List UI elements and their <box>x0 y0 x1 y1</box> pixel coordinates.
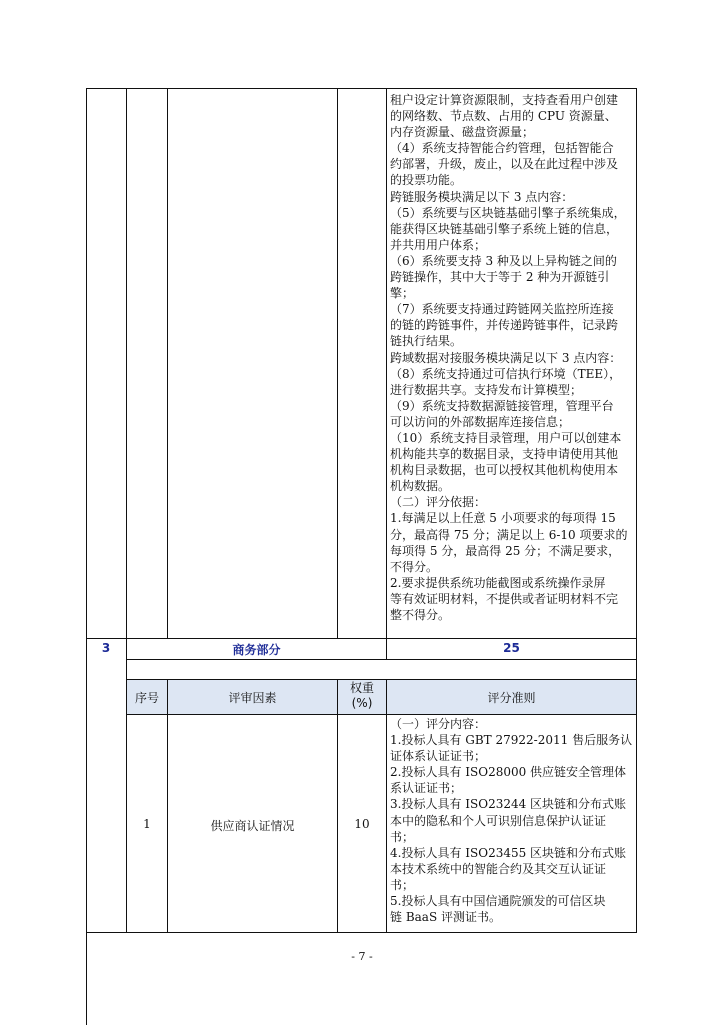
criteria-line: 书； <box>390 877 415 892</box>
criteria-line: 分，最高得 75 分；满足以上 6-10 项要求的 <box>390 527 628 542</box>
criteria-line: 书； <box>390 829 415 844</box>
criteria-line: 等有效证明材料，不提供或者证明材料不完 <box>390 591 619 606</box>
criteria-line: 本中的隐私和个人可识别信息保护认证证 <box>390 813 607 828</box>
header-weight <box>338 681 386 711</box>
criteria-line: 链执行结果。 <box>390 334 463 349</box>
criteria-line: （6）系统要支持 3 种及以上异构链之间的 <box>390 253 617 268</box>
criteria-line: 机构目录数据，也可以授权其他机构使用本 <box>390 463 619 478</box>
criteria-line: （二）评分依据： <box>390 495 487 510</box>
header-factor: 评审因素 <box>228 691 277 705</box>
criteria-line: 本技术系统中的智能合约及其交互认证证 <box>390 861 607 876</box>
criteria-line: （5）系统要与区块链基础引擎子系统集成， <box>390 205 626 220</box>
criteria-line: 跨链服务模块满足以下 3 点内容： <box>390 189 574 204</box>
criteria-line: 跨链操作，其中大于等于 2 种为开源链引 <box>390 270 610 285</box>
page-number: - 7 - <box>351 950 373 963</box>
header-weight-line1: 权重 <box>349 681 374 695</box>
criteria-line: 整不得分。 <box>390 608 451 622</box>
criteria-line: 能获得区块链基础引擎子系统上链的信息， <box>390 221 619 236</box>
section-title: 商务部分 <box>232 643 281 657</box>
criteria-line: （8）系统支持通过可信执行环境（TEE）， <box>390 366 622 381</box>
header-weight-line2: (%) <box>351 696 373 710</box>
criteria-line: 进行数据共享。支持发布计算模型； <box>390 382 583 397</box>
criteria-line: 2.投标人具有 ISO28000 供应链安全管理体 <box>390 765 627 780</box>
criteria-line: 链 BaaS 评测证书。 <box>390 910 501 925</box>
criteria-line: 机构数据。 <box>390 479 451 494</box>
criteria-line: （一）评分内容： <box>390 717 487 731</box>
criteria-line: 跨域数据对接服务模块满足以下 3 点内容： <box>390 350 622 365</box>
criteria-line: 每项得 5 分，最高得 25 分；不满足要求， <box>390 543 621 558</box>
criteria-line: 2.要求提供系统功能截图或系统操作录屏 <box>390 575 606 590</box>
criteria-line: 不得分。 <box>390 559 439 574</box>
criteria-line: （4）系统支持智能合约管理，包括智能合 <box>390 141 614 156</box>
criteria-line: 证体系认证证书； <box>390 749 487 764</box>
row-factor: 供应商认证情况 <box>210 819 295 833</box>
criteria-line: 1.投标人具有 GBT 27922-2011 售后服务认 <box>390 733 633 748</box>
criteria-line: 机构能共享的数据目录，支持申请使用其他 <box>390 447 619 462</box>
criteria-line: 并共用用户体系； <box>390 237 487 252</box>
criteria-line: （10）系统支持目录管理，用户可以创建本 <box>390 430 622 445</box>
criteria-line: 可以访问的外部数据库连接信息； <box>390 414 571 429</box>
section-index: 3 <box>101 641 111 655</box>
criteria-line: （9）系统支持数据源链接管理，管理平台 <box>390 398 614 413</box>
criteria-line: 的网络数、节点数、占用的 CPU 资源量、 <box>390 109 617 124</box>
section-score: 25 <box>503 641 520 655</box>
row-weight: 10 <box>354 817 370 831</box>
criteria-line: 的投票功能。 <box>390 173 463 188</box>
criteria-line: 5.投标人具有中国信通院颁发的可信区块 <box>390 894 606 909</box>
criteria-line: 1.每满足以上任意 5 小项要求的每项得 15 <box>390 511 616 526</box>
criteria-line: 的链的跨链事件，并传递跨链事件，记录跨 <box>390 318 619 333</box>
criteria-text-continued <box>390 92 636 623</box>
criteria-line: 4.投标人具有 ISO23455 区块链和分布式账 <box>390 845 627 860</box>
criteria-line: 擎； <box>390 286 415 301</box>
criteria-line: 内存资源量、磁盘资源量； <box>390 125 535 140</box>
criteria-line: （7）系统要支持通过跨链网关监控所连接 <box>390 302 614 317</box>
criteria-line: 系认证证书； <box>390 781 463 796</box>
criteria-line: 租户设定计算资源限制，支持查看用户创建 <box>390 93 619 107</box>
criteria-line: 3.投标人具有 ISO23244 区块链和分布式账 <box>390 797 627 812</box>
header-criteria: 评分准则 <box>487 691 536 705</box>
row-index: 1 <box>143 817 151 831</box>
criteria-line: 约部署，升级，废止，以及在此过程中涉及 <box>390 157 619 172</box>
header-index: 序号 <box>134 691 159 705</box>
row-criteria <box>390 716 636 925</box>
